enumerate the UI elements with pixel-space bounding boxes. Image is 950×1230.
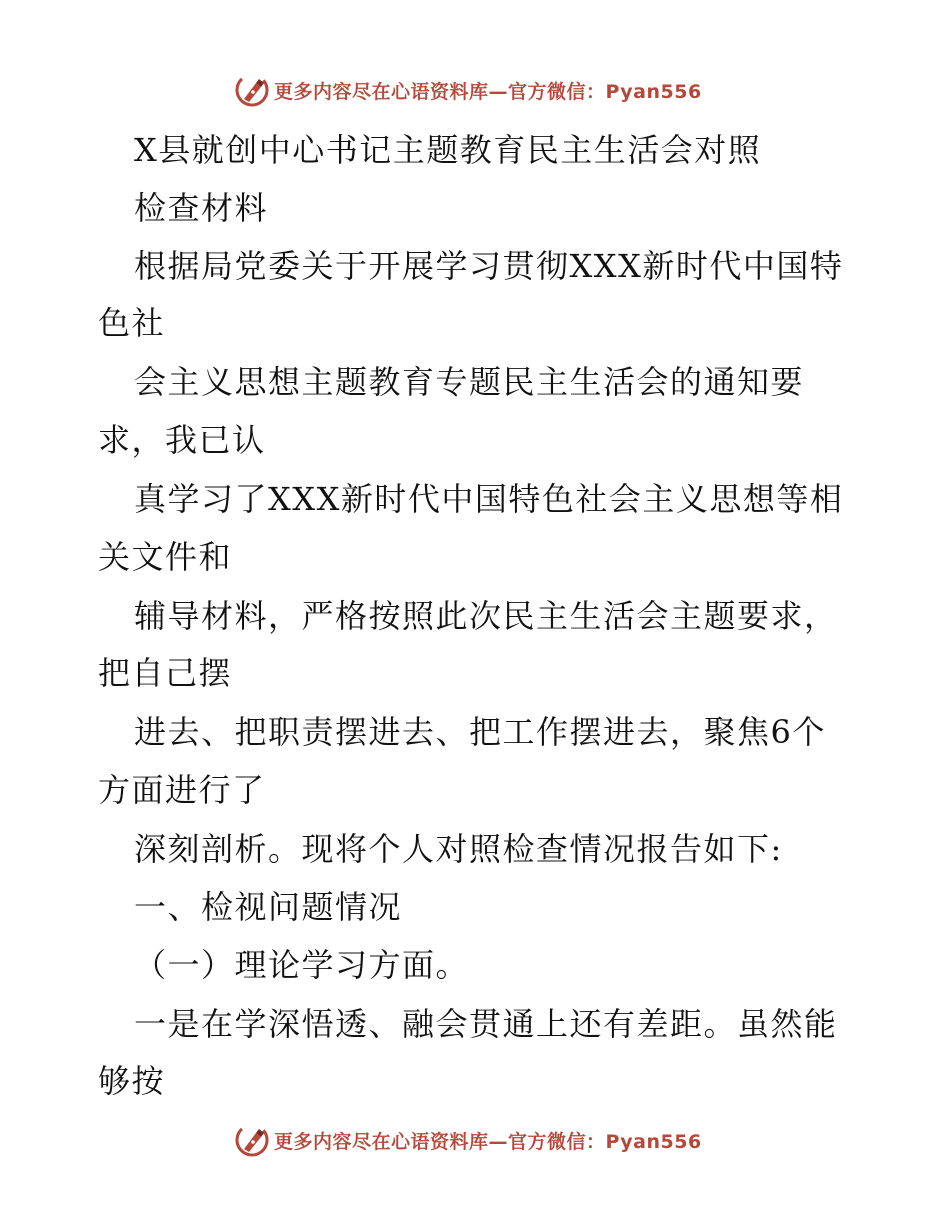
paragraph-line: 把自己摆: [98, 654, 233, 692]
title-line-2: 检查材料: [134, 189, 269, 227]
section-heading: 一、检视问题情况: [134, 888, 403, 926]
paragraph-line: 会主义思想主题教育专题民主生活会的通知要: [134, 363, 805, 401]
paragraph-line: 色社: [98, 304, 166, 342]
paragraph-line: 方面进行了: [98, 771, 266, 809]
paragraph-line: 一是在学深悟透、融会贯通上还有差距。虽然能: [134, 1005, 838, 1043]
paragraph-line: 深刻剖析。现将个人对照检查情况报告如下:: [134, 830, 783, 868]
pen-nib-logo-icon: [234, 1122, 270, 1158]
watermark-text: 更多内容尽在心语资料库—官方微信：Pyan556: [274, 1130, 702, 1153]
paragraph-line: 求，我已认: [98, 421, 266, 459]
paragraph-line: 关文件和: [98, 538, 233, 576]
watermark-text: 更多内容尽在心语资料库—官方微信：Pyan556: [274, 80, 702, 103]
subsection-heading: （一）理论学习方面。: [134, 946, 470, 984]
watermark-header: [234, 72, 702, 108]
paragraph-line: 根据局党委关于开展学习贯彻XXX新时代中国特: [134, 247, 844, 285]
paragraph-line: 真学习了XXX新时代中国特色社会主义思想等相: [134, 480, 844, 518]
paragraph-line: 进去、把职责摆进去、把工作摆进去，聚焦6个: [134, 713, 826, 751]
paragraph-line: 辅导材料，严格按照此次民主生活会主题要求，: [134, 597, 838, 635]
paragraph-line: 够按: [98, 1062, 166, 1100]
watermark-footer: [234, 1122, 702, 1158]
title-line-1: X县就创中心书记主题教育民主生活会对照: [134, 131, 762, 169]
pen-nib-logo-icon: [234, 72, 270, 108]
